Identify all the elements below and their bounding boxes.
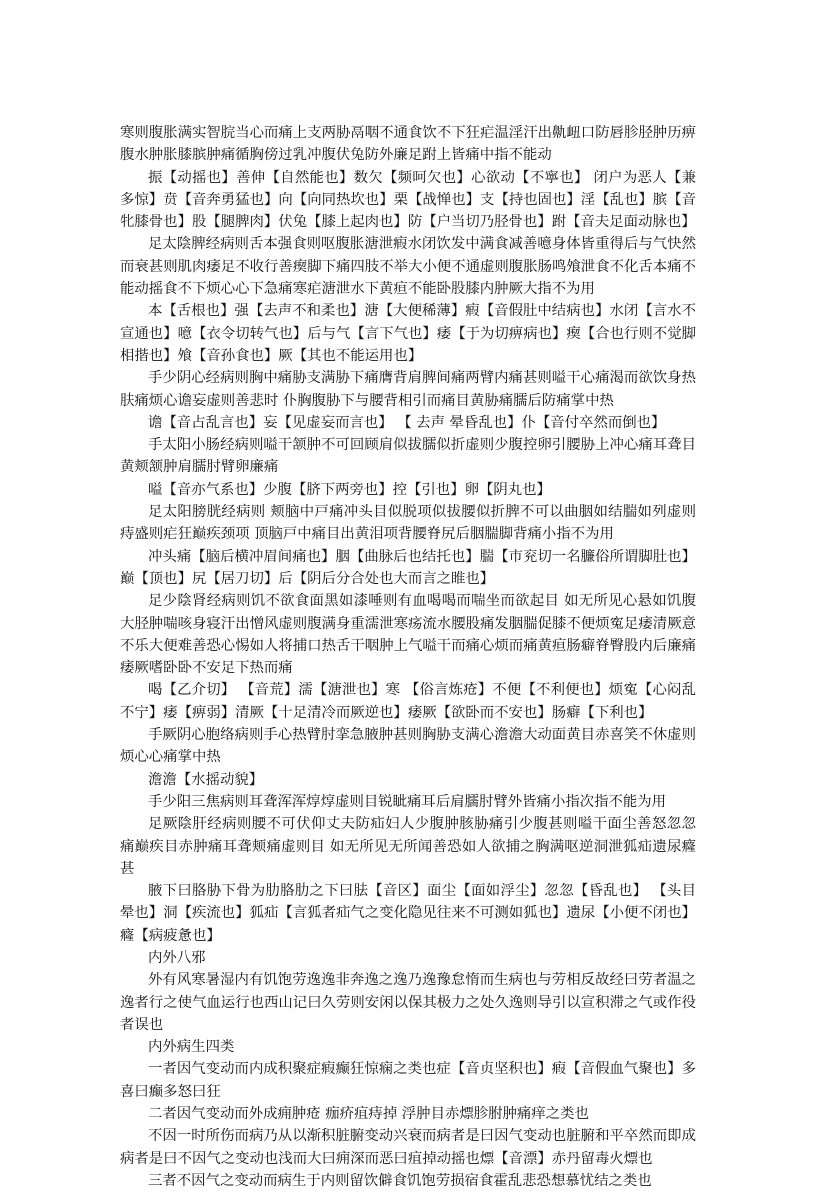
paragraph-small-intestine-channel: 手太阳小肠经病则嗌干颔肿不可回顾肩似拔臑似折虚则少腹控卵引腰胁上冲心痛耳聋目黄颊颔肿肩臑肘臂卵廉痛: [120, 437, 696, 476]
paragraph-stomach-glossary: 振【动摇也】善伸【自然能也】数欠【频呵欠也】心欲动【不寧也】 闭户为恶人【兼多惊】贲【音奔勇猛也】向【向同热坎也】栗【战惮也】支【持也固也】淫【乱也】膑【音牝膝骨也】股【腿脾肉】伏兔【膝上起肉也】防【户当切乃胫骨也】跗【音夫足面动脉也】: [120, 169, 696, 231]
paragraph-triple-burner-channel: 手少阳三焦病则耳聋浑浑焞焞虚则目锐眦痛耳后肩臑肘臂外皆痛小指次指不能为用: [148, 793, 667, 810]
paragraph-bladder-channel: 足太阳膀胱经病则 颊脑中戸痛冲头目似脱项似拔腰似折脾不可以曲胭如结腨如列虚则痔盛则疟狂巅疾颈项 顶脑戸中痛目出黄泪项背腰脊尻后胭腨脚背痛小指不为用: [120, 504, 696, 543]
paragraph-small-intestine-glossary: 嗌【音亦气系也】少腹【脐下两旁也】控【引也】卵【阴丸也】: [148, 481, 551, 498]
paragraph-heart-channel: 手少阴心经病则胸中痛胁支满胁下痛膺背肩脾间痛两臂内痛甚则嗌干心痛渴而欲饮身热肤痛烦心谵妄虚则善悲时 仆胸腹胁下与腰背相引而痛目黄胁痛臑后防痛掌中热: [120, 370, 696, 409]
paragraph-pericardium-glossary: 澹澹【水摇动貌】: [148, 771, 264, 788]
paragraph-heart-glossary: 谵【音占乱言也】妄【见虚妄而言也】 【 去声 晕昏乱也】仆【音付卒然而倒也】: [148, 414, 666, 431]
paragraph-bladder-glossary: 冲头痛【脑后横冲眉间痛也】胭【曲脉后也结托也】腨【市兖切一名臁俗所谓脚肚也】巅【顶也】尻【居刀切】后【阴后分合处也大而言之睢也】: [120, 548, 696, 587]
paragraph-spleen-channel: 足太陰脾经病则舌本强食则呕腹胀溏泄瘕水闭饮发中满食减善噫身体皆重得后与气快然而衰甚则肌肉痿足不收行善瘈脚下痛四肢不举大小便不通虚则腹胀肠鸣飧泄食不化舌本痛不能动摇食不下烦心心下急痛寒疟溏泄水下黄疸不能卧股膝内肿厥大指不为用: [120, 236, 696, 298]
paragraph-category-two: 二者因气变动而外成痈肿疮 痂疥疽痔掉 浮肿目赤熛胗胕肿痛痒之类也: [148, 1106, 589, 1123]
paragraph-liver-glossary: 腋下曰胳胁下骨为肋胳肋之下曰胠【音区】面尘【面如浮尘】忽忽【昏乱也】 【头目晕也】洞【疾流也】狐疝【言狐者疝气之变化隐见往来不可测如狐也】遗尿【小便不闭也】癃【病疲惫也】: [120, 883, 696, 944]
paragraph-category-three: 三者不因气之变动而病生于内则留饮僻食饥饱劳损宿食霍乱悲恐想慕忧结之类也: [148, 1172, 652, 1189]
section-heading-four-categories: 内外病生四类: [148, 1039, 235, 1056]
document-page: [120, 122, 696, 1192]
paragraph-eight-evils: 外有风寒暑湿内有饥饱劳逸逸非奔逸之逸乃逸豫怠惰而生病也与劳相反故经曰劳者温之逸者行之使气血运行也西山记曰久劳则安闲以保其极力之处久逸则导引以宣积滞之气或作役者误也: [120, 972, 696, 1033]
paragraph-spleen-glossary: 本【舌根也】强【去声不和柔也】溏【大便稀薄】瘕【音假肚中结病也】水闭【言水不宣通也】噫【衣令切转气也】后与气【言下气也】痿【于为切痹病也】瘈【合也行则不觉脚相揩也】飧【音孙食也】厥【其也不能运用也】: [120, 303, 696, 364]
paragraph-category-two-notes: 不因一时所伤而病乃从以渐积脏腑变动兴衰而病者是曰因气变动也脏腑和平卒然而即成病者是曰不因气之变动也浅而大曰痈深而恶曰疽掉动摇也熛【音漂】赤丹留毒火熛也: [120, 1128, 696, 1167]
paragraph-kidney-glossary: 喝【乙介切】 【音荒】濡【溏泄也】寒 【俗言炼疮】不便【不利便也】烦寃【心闷乱不宁】痿【痹弱】清厥【十足清冷而厥逆也】痿厥【欲卧而不安也】肠癖【下利也】: [120, 682, 696, 721]
paragraph-kidney-channel: 足少陰肾经病则饥不欲食面黑如漆唾则有血喝喝而喘坐而欲起目 如无所见心悬如饥腹大胫肿喘咳身寝汗出憎风虚则腹满身重濡泄寒疡流水腰股痛发胭腨促膝不便烦寃足痿清厥意不乐大便难善恐心惕如人将捕口热舌干咽肿上气嗌干而痛心烦而痛黄疸肠癖脊臀股内后廉痛痿厥嗜卧卧不安足下热而痛: [120, 593, 696, 677]
section-heading-eight-evils: 内外八邪: [148, 949, 206, 966]
paragraph-stomach-symptoms-cont: 寒则腹胀满实智脘当心而痛上支两胁鬲咽不通食饮不下狂疟温淫汗出鼽衄口防唇胗胫肿历痹腹水肿胀膝膑肿痛循胸傍过乳冲腹伏兔防外廉足跗上皆痛中指不能动: [120, 125, 696, 164]
paragraph-pericardium-channel: 手厥阴心胞络病则手心热臂肘挛急腋肿甚则胸胁支满心澹澹大动面黄目赤喜笑不休虚则烦心心痛掌中热: [120, 727, 696, 766]
paragraph-liver-channel: 足厥陰肝经病则腰不可伏仰丈夫防疝妇人少腹肿胲胁痛引少腹甚则嗌干面尘善怒忽忽 痛巅疾目赤肿痛耳聋颊痛虚则目 如无所见无所闻善恐如人欲捕之胸满呕逆洞泄狐疝遗尿癃甚: [120, 816, 696, 877]
paragraph-category-one: 一者因气变动而内成积聚症瘕癫狂惊痫之类也症【音贞坚积也】瘕【音假血气聚也】多喜曰癫多怒曰狂: [120, 1061, 696, 1100]
